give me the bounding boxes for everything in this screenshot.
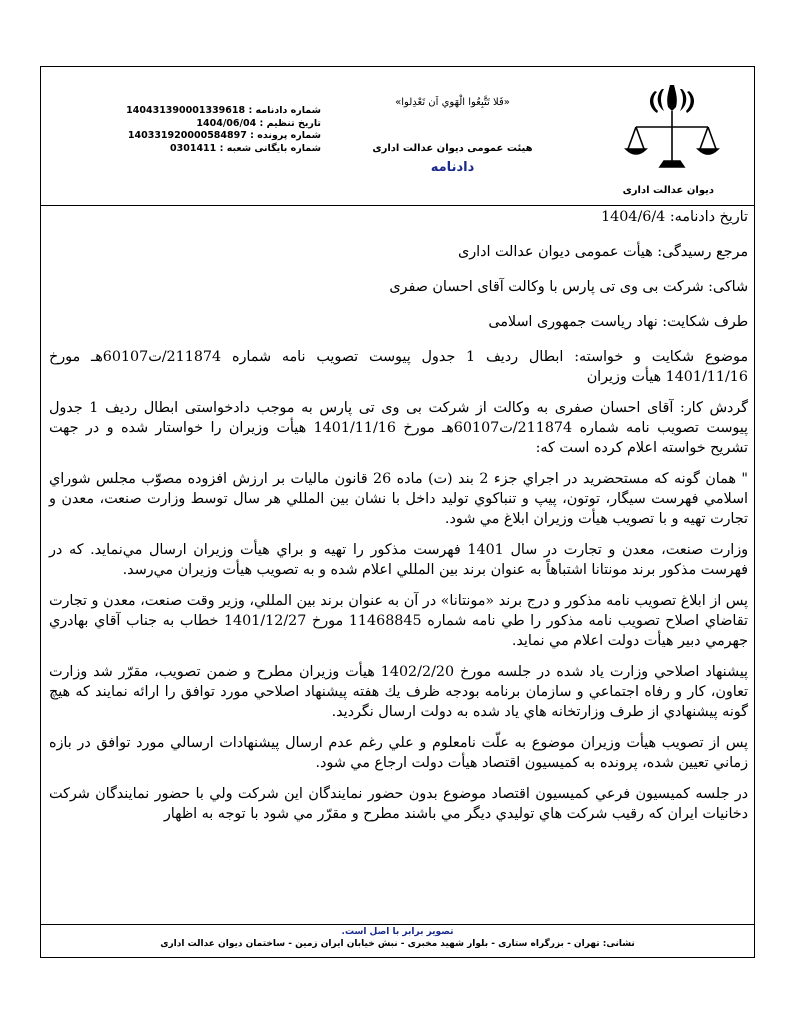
case-proceedings: گردش کار: آقای احسان صفری به وکالت از شرکت بی وی تی پارس به موجب دادخواستی ابطال ردیف 1 جدول پیوست تصویب نامه شماره 211874/ت60107هـ مورخ 1401/11/16 هیأت وزیران را خواستار شده و در جهت تشریح خواسته اعلام کرده است که: bbox=[49, 400, 749, 456]
body-paragraph: در جلسه كميسيون فرعي كميسيون اقتصاد موضوع بدون حضور نمايندگان اين شركت ولي با حضور نمايندگان شركت دخانيات ايران كه رقيب شركت هاي توليدي ديگر مي باشند مطرح و مقرّر مي شود با توجه به اظهار bbox=[49, 786, 748, 822]
header-verse: «فَلا تَتَّبِعُوا الْهَوي اَن تَعْدِلوا» bbox=[395, 97, 510, 108]
verdict-body bbox=[49, 207, 748, 835]
body-paragraph: پس از تصويب هيأت وزيران موضوع به علّت نامعلوم و علي رغم عدم ارسال پيشنهادات ارسالي مورد توافق در بازه زماني تعيين شده، پرونده به كميسيون اقتصاد هيأت دولت ارجاع مي شود. bbox=[49, 735, 748, 771]
certified-copy-note: تصویر برابر با اصل است. bbox=[341, 927, 454, 937]
court-address: نشانی: تهران - بزرگراه ستاری - بلوار شهید مخبری - نبش خیابان ایران زمین - ساختمان دیوان عدالت اداری bbox=[160, 939, 635, 949]
body-paragraph: پيشنهاد اصلاحي وزارت ياد شده در جلسه مورخ 1402/2/20 هيأت وزيران مطرح و ضمن تصويب، مقرّر شد وزارت تعاون، كار و رفاه اجتماعي و سازمان برنامه بودجه ظرف يك هفته پيشنهاد اصلاحي مورد توافق را ارائه نمايند كه هيچ گونه پيشنهادي از طرف وزارتخانه هاي ياد شده به دولت ارسال نگرديد. bbox=[49, 664, 748, 720]
meta-value: 0301411 bbox=[170, 142, 217, 154]
complaint-subject: موضوع شکایت و خواسته: ابطال ردیف 1 جدول پیوست تصویب نامه شماره 211874/ت60107هـ مورخ 1401/11/16 هیأت وزیران bbox=[49, 349, 748, 385]
document-page bbox=[40, 66, 755, 958]
meta-label: شماره دادنامه : bbox=[248, 105, 321, 116]
meta-value: 1404/06/04 bbox=[196, 117, 257, 129]
defendant: طرف شکایت: نهاد ریاست جمهوری اسلامی bbox=[488, 314, 748, 330]
meta-row-case-number bbox=[101, 130, 321, 143]
plaintiff: شاکی: شرکت بی وی تی پارس با وکالت آقای احسان صفری bbox=[389, 279, 748, 295]
document-title: دادنامه bbox=[430, 160, 475, 175]
meta-label: شماره بایگانی شعبه : bbox=[219, 142, 321, 154]
body-paragraph: پس از ابلاغ تصويب نامه مذكور و درج برند «مونتانا» در آن به عنوان برند بين المللي، وزير وقت صنعت، معدن و تجارت تقاضاي اصلاح تصويب نامه مذكور را طي نامه شماره 11468845 مورخ 1401/12/27 خطاب به جناب آقاي بهادري جهرمي دبير هيأت دولت اعلام مي نمايد. bbox=[49, 593, 748, 649]
document-footer bbox=[41, 924, 754, 957]
reference-authority: مرجع رسیدگی: هیأت عمومی دیوان عدالت اداری bbox=[458, 244, 748, 260]
meta-label: تاریخ تنظیم : bbox=[259, 117, 321, 129]
body-paragraph: " همان گونه که مستحضرید در اجراي جزء 2 بند (ت) ماده 26 قانون ماليات بر ارزش افزوده مصوّب مجلس شوراي اسلامي فهرست سيگار، توتون، پيپ و تنباكوي توليد داخل با نشان بين المللي هر سال توسط وزارت صنعت، معدن و تجارت تهيه و با تصويب هيأت وزيران ابلاغ مي شود. bbox=[49, 471, 748, 527]
body-paragraph: وزارت صنعت، معدن و تجارت در سال 1401 فهرست مذكور را تهيه و براي هيأت وزيران ارسال مي‌نمايد. كه در فهرست مذكور برند مونتانا اشتباهاً به عنوان برند بين المللي اعلام شده و به تصويب هيأت وزيران مي‌رسد. bbox=[49, 542, 749, 578]
court-name: دیوان عدالت اداری bbox=[622, 185, 714, 196]
meta-value: 140331920000584897 bbox=[127, 130, 247, 141]
meta-row-issue-date bbox=[101, 118, 321, 131]
meta-label: شماره پرونده : bbox=[250, 130, 321, 141]
board-name: هیئت عمومی دیوان عدالت اداری bbox=[372, 143, 533, 154]
iran-emblem-with-scales-icon bbox=[622, 81, 722, 176]
document-header bbox=[41, 67, 754, 206]
verdict-date: تاریخ دادنامه: 1404/6/4 bbox=[601, 209, 748, 225]
meta-value: 140431390001339618 bbox=[126, 105, 246, 116]
